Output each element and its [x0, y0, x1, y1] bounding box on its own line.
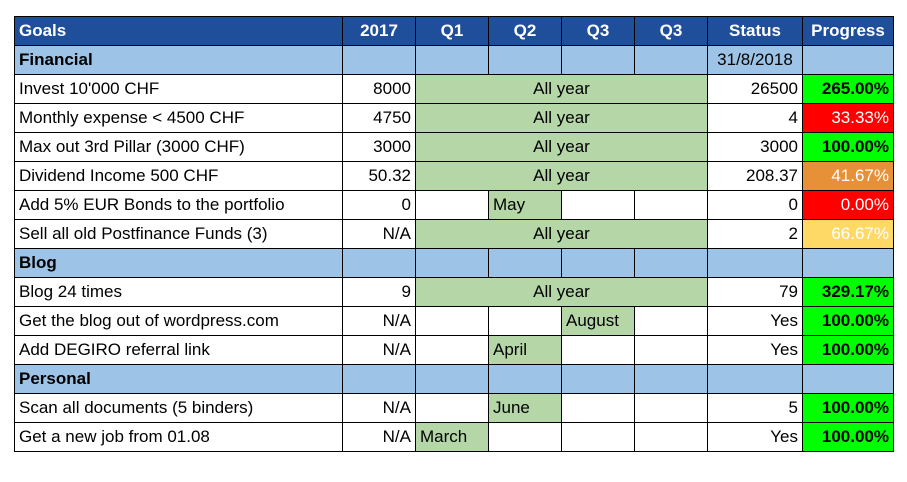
goals-table [14, 16, 894, 452]
goal-row [15, 278, 894, 307]
section-blank-cell [803, 249, 894, 278]
timeline-empty [489, 307, 562, 336]
goal-progress: 100.00% [803, 394, 894, 423]
goal-row [15, 133, 894, 162]
section-blank-cell [416, 365, 489, 394]
goal-status: Yes [708, 423, 803, 452]
section-row [15, 365, 894, 394]
timeline-empty [635, 191, 708, 220]
goal-row [15, 162, 894, 191]
goal-progress: 265.00% [803, 75, 894, 104]
goal-status: Yes [708, 307, 803, 336]
goal-name: Add 5% EUR Bonds to the portfolio [15, 191, 343, 220]
goal-status: 26500 [708, 75, 803, 104]
header-q1: Q1 [416, 17, 489, 46]
goal-row [15, 191, 894, 220]
goal-row [15, 423, 894, 452]
goal-status: 208.37 [708, 162, 803, 191]
timeline-empty [635, 423, 708, 452]
goal-row [15, 336, 894, 365]
goal-progress: 33.33% [803, 104, 894, 133]
goal-name: Invest 10'000 CHF [15, 75, 343, 104]
section-blank-cell [562, 249, 635, 278]
goal-progress: 100.00% [803, 336, 894, 365]
header-goals: Goals [15, 17, 343, 46]
section-blank-cell [562, 46, 635, 75]
section-title: Personal [15, 365, 343, 394]
goal-status: 5 [708, 394, 803, 423]
timeline-empty [562, 394, 635, 423]
timeline-empty [635, 336, 708, 365]
section-blank-cell [562, 365, 635, 394]
timeline-all-year: All year [416, 220, 708, 249]
timeline-all-year: All year [416, 278, 708, 307]
section-row [15, 249, 894, 278]
goal-2017-value: 0 [343, 191, 416, 220]
section-blank-cell [635, 365, 708, 394]
goal-progress: 100.00% [803, 307, 894, 336]
timeline-empty [562, 423, 635, 452]
goal-2017-value: N/A [343, 336, 416, 365]
goal-progress: 66.67% [803, 220, 894, 249]
goal-2017-value: 8000 [343, 75, 416, 104]
goal-2017-value: 4750 [343, 104, 416, 133]
timeline-empty [416, 307, 489, 336]
section-blank-cell [416, 46, 489, 75]
goal-name: Sell all old Postfinance Funds (3) [15, 220, 343, 249]
section-blank-cell [489, 249, 562, 278]
goal-status: 79 [708, 278, 803, 307]
goal-progress: 329.17% [803, 278, 894, 307]
header-row [15, 17, 894, 46]
header-q3: Q3 [562, 17, 635, 46]
timeline-empty [489, 423, 562, 452]
goal-2017-value: 50.32 [343, 162, 416, 191]
goal-progress: 100.00% [803, 133, 894, 162]
timeline-all-year: All year [416, 133, 708, 162]
timeline-month: August [562, 307, 635, 336]
timeline-month: May [489, 191, 562, 220]
timeline-empty [635, 307, 708, 336]
goal-row [15, 307, 894, 336]
goal-status: 0 [708, 191, 803, 220]
goal-2017-value: N/A [343, 220, 416, 249]
goal-2017-value: 9 [343, 278, 416, 307]
goal-2017-value: N/A [343, 307, 416, 336]
timeline-month: April [489, 336, 562, 365]
section-blank-cell [343, 46, 416, 75]
timeline-empty [562, 191, 635, 220]
goal-status: 2 [708, 220, 803, 249]
goal-2017-value: N/A [343, 423, 416, 452]
goal-2017-value: 3000 [343, 133, 416, 162]
timeline-all-year: All year [416, 75, 708, 104]
goal-name: Add DEGIRO referral link [15, 336, 343, 365]
timeline-month: March [416, 423, 489, 452]
section-blank-cell [416, 249, 489, 278]
goal-name: Get the blog out of wordpress.com [15, 307, 343, 336]
timeline-empty [416, 394, 489, 423]
status-date [708, 249, 803, 278]
goal-name: Scan all documents (5 binders) [15, 394, 343, 423]
goal-progress: 0.00% [803, 191, 894, 220]
timeline-all-year: All year [416, 162, 708, 191]
goal-row [15, 104, 894, 133]
goal-row [15, 394, 894, 423]
section-title: Financial [15, 46, 343, 75]
header-status: Status [708, 17, 803, 46]
header-2017: 2017 [343, 17, 416, 46]
section-blank-cell [803, 46, 894, 75]
goal-name: Monthly expense < 4500 CHF [15, 104, 343, 133]
goal-progress: 41.67% [803, 162, 894, 191]
timeline-empty [416, 336, 489, 365]
goal-name: Dividend Income 500 CHF [15, 162, 343, 191]
section-blank-cell [489, 365, 562, 394]
goal-name: Get a new job from 01.08 [15, 423, 343, 452]
goal-name: Blog 24 times [15, 278, 343, 307]
goal-status: 3000 [708, 133, 803, 162]
timeline-empty [635, 394, 708, 423]
section-blank-cell [489, 46, 562, 75]
goal-status: Yes [708, 336, 803, 365]
goal-status: 4 [708, 104, 803, 133]
section-blank-cell [343, 365, 416, 394]
timeline-empty [416, 191, 489, 220]
goal-2017-value: N/A [343, 394, 416, 423]
section-blank-cell [635, 249, 708, 278]
header-progress: Progress [803, 17, 894, 46]
goal-progress: 100.00% [803, 423, 894, 452]
section-title: Blog [15, 249, 343, 278]
goal-row [15, 220, 894, 249]
header-q4: Q3 [635, 17, 708, 46]
status-date: 31/8/2018 [708, 46, 803, 75]
timeline-all-year: All year [416, 104, 708, 133]
timeline-month: June [489, 394, 562, 423]
section-blank-cell [635, 46, 708, 75]
section-blank-cell [803, 365, 894, 394]
section-row [15, 46, 894, 75]
status-date [708, 365, 803, 394]
goal-row [15, 75, 894, 104]
header-q2: Q2 [489, 17, 562, 46]
section-blank-cell [343, 249, 416, 278]
goal-name: Max out 3rd Pillar (3000 CHF) [15, 133, 343, 162]
timeline-empty [562, 336, 635, 365]
